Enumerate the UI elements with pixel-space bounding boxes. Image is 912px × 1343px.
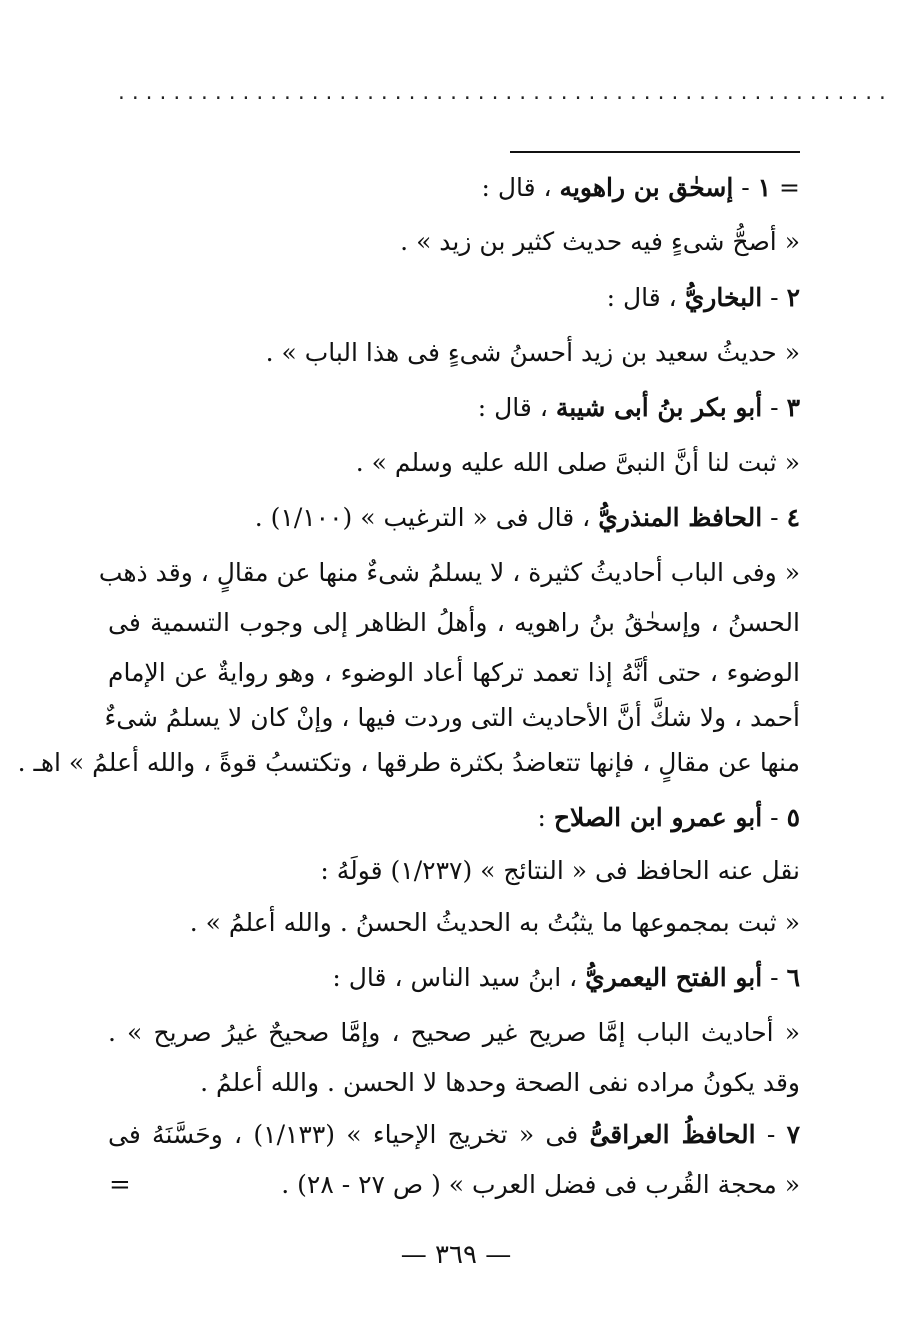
entry-heading-line: ٧ - الحافظُ العراقىُّ فى « تخريج الإحياء » (١/١٣٣) ، وحَسَّنَهُ فى [108,1120,801,1149]
entry-heading-line: = ١ - إسحٰق بن راهويه ، قال : [481,173,800,202]
entry-number: ١ [757,173,772,202]
text-line: « أصحُّ شىءٍ فيه حديث كثير بن زيد » . [400,227,800,256]
scholar-name: أبو بكر بنُ أبى شيبة [555,393,763,422]
text-line: « ثبت لنا أنَّ النبىَّ صلى الله عليه وسلم » . [355,448,800,477]
scholar-name: الحافظُ العراقىُّ [589,1120,756,1149]
scholar-name: أبو الفتح اليعمريُّ [585,963,763,992]
scholar-name: البخاريُّ [684,283,763,312]
entry-text: ، قال : [477,393,556,422]
page-number: — ٣٦٩ — [400,1240,512,1270]
scholar-name: أبو عمرو ابن الصلاح [553,803,763,832]
text-line: نقل عنه الحافظ فى « النتائج » (١/٢٣٧) قولَهُ : [320,856,800,885]
text-line: « أحاديث الباب إمَّا صريح غير صحيح ، وإمَّا صحيحٌ غيرُ صريح » . [108,1018,800,1047]
entry-number: ٤ [786,503,800,532]
text-line: « ثبت بمجموعها ما يثبُتُ به الحديثُ الحسنُ . والله أعلمُ » . [189,908,800,937]
text-line: « وفى الباب أحاديثُ كثيرة ، لا يسلمُ شىءٌ منها عن مقالٍ ، وقد ذهب [98,558,800,587]
text-line: أحمد ، ولا شكَّ أنَّ الأحاديث التى وردت فيها ، وإنْ كان لا يسلمُ شىءٌ [104,703,800,732]
entry-heading-line: ٥ - أبو عمرو ابن الصلاح : [537,803,800,832]
text-line: الحسنُ ، وإسحٰقُ بنُ راهويه ، وأهلُ الظاهر إلى وجوب التسمية فى [108,608,800,637]
footnote-rule [510,151,800,153]
entry-heading-line: ٦ - أبو الفتح اليعمريُّ ، ابنُ سيد الناس ، قال : [332,963,800,992]
entry-number: ٣ [786,393,800,422]
entry-text: ، ابنُ سيد الناس ، قال : [332,963,586,992]
entry-number: ٧ [786,1120,801,1149]
continuation-prefix: = [771,173,800,202]
dotted-separator: ........................................................ [116,83,891,104]
text-line: وقد يكونُ مراده نفى الصحة وحدها لا الحسن . والله أعلمُ . [200,1068,800,1097]
scholar-name: الحافظ المنذريُّ [598,503,763,532]
text-line: منها عن مقالٍ ، فإنها تتعاضدُ بكثرة طرقها ، وتكتسبُ قوةً ، والله أعلمُ » اهـ . [17,748,800,777]
entry-number: ٦ [786,963,800,992]
entry-text: ، قال : [606,283,685,312]
entry-number: ٥ [786,803,800,832]
entry-heading-line: ٣ - أبو بكر بنُ أبى شيبة ، قال : [477,393,800,422]
entry-text: ، قال فى « الترغيب » (١/١٠٠) . [254,503,599,532]
text-line: « محجة القُرب فى فضل العرب » ( ص ٢٧ - ٢٨) . [281,1170,800,1199]
entry-text: ، قال : [481,173,560,202]
entry-heading-line: ٢ - البخاريُّ ، قال : [606,283,800,312]
scholar-name: إسحٰق بن راهويه [559,173,734,202]
text-line: « حديثُ سعيد بن زيد أحسنُ شىءٍ فى هذا الباب » . [265,338,800,367]
entry-text: : [537,803,554,832]
entry-heading-line: ٤ - الحافظ المنذريُّ ، قال فى « الترغيب » (١/١٠٠) . [254,503,800,532]
continuation-mark: = [109,1170,131,1200]
text-line: الوضوء ، حتى أنَّهُ إذا تعمد تركها أعاد الوضوء ، وهو روايةٌ عن الإمام [108,658,800,687]
entry-number: ٢ [786,283,800,312]
entry-text: فى « تخريج الإحياء » (١/١٣٣) ، وحَسَّنَهُ فى [108,1120,590,1149]
